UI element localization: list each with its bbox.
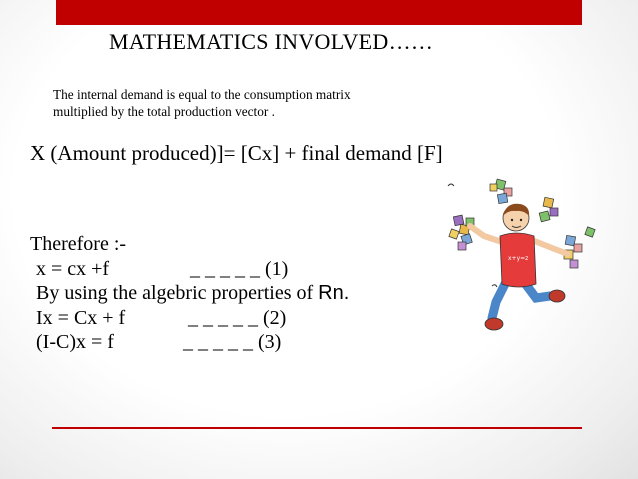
intro-line-2: multiplied by the total production vector .: [53, 104, 275, 119]
intro-text: [53, 86, 351, 120]
therefore-line: [30, 232, 126, 257]
derivation-block: [30, 232, 350, 355]
properties-line: [30, 281, 350, 306]
equation-3-lhs: (I-C)x = f: [36, 331, 114, 353]
slide-title: MATHEMATICS INVOLVED……: [109, 29, 434, 54]
therefore-label: Therefore :-: [30, 233, 127, 255]
blocks-right-icon: [539, 197, 595, 268]
main-equation: X (Amount produced)]= [Cx] + final demand [F]: [30, 141, 443, 165]
bottom-rule: [52, 427, 582, 429]
equation-2-lhs: Ix = Cx + f: [36, 306, 126, 329]
equation-1-number: _ _ _ _ _ (1): [190, 257, 289, 280]
equation-3-number: _ _ _ _ _ (3): [183, 331, 282, 353]
intro-line-1: The internal demand is equal to the consumption matrix: [53, 87, 351, 102]
equation-1: [30, 257, 289, 282]
rn-symbol: Rn.: [318, 282, 350, 304]
header-bar: [56, 0, 582, 25]
blocks-top-icon: [490, 179, 512, 204]
juggling-boy-illustration: [436, 178, 606, 338]
equation-2: [30, 306, 287, 331]
equation-3: [30, 330, 282, 355]
shirt-text: x+y=z: [508, 255, 529, 262]
properties-text: By using the algebric properties of: [36, 282, 319, 304]
equation-1-lhs: x = cx +f: [36, 257, 110, 280]
equation-2-number: _ _ _ _ _ (2): [188, 306, 287, 329]
properties-sentence: [36, 281, 349, 306]
